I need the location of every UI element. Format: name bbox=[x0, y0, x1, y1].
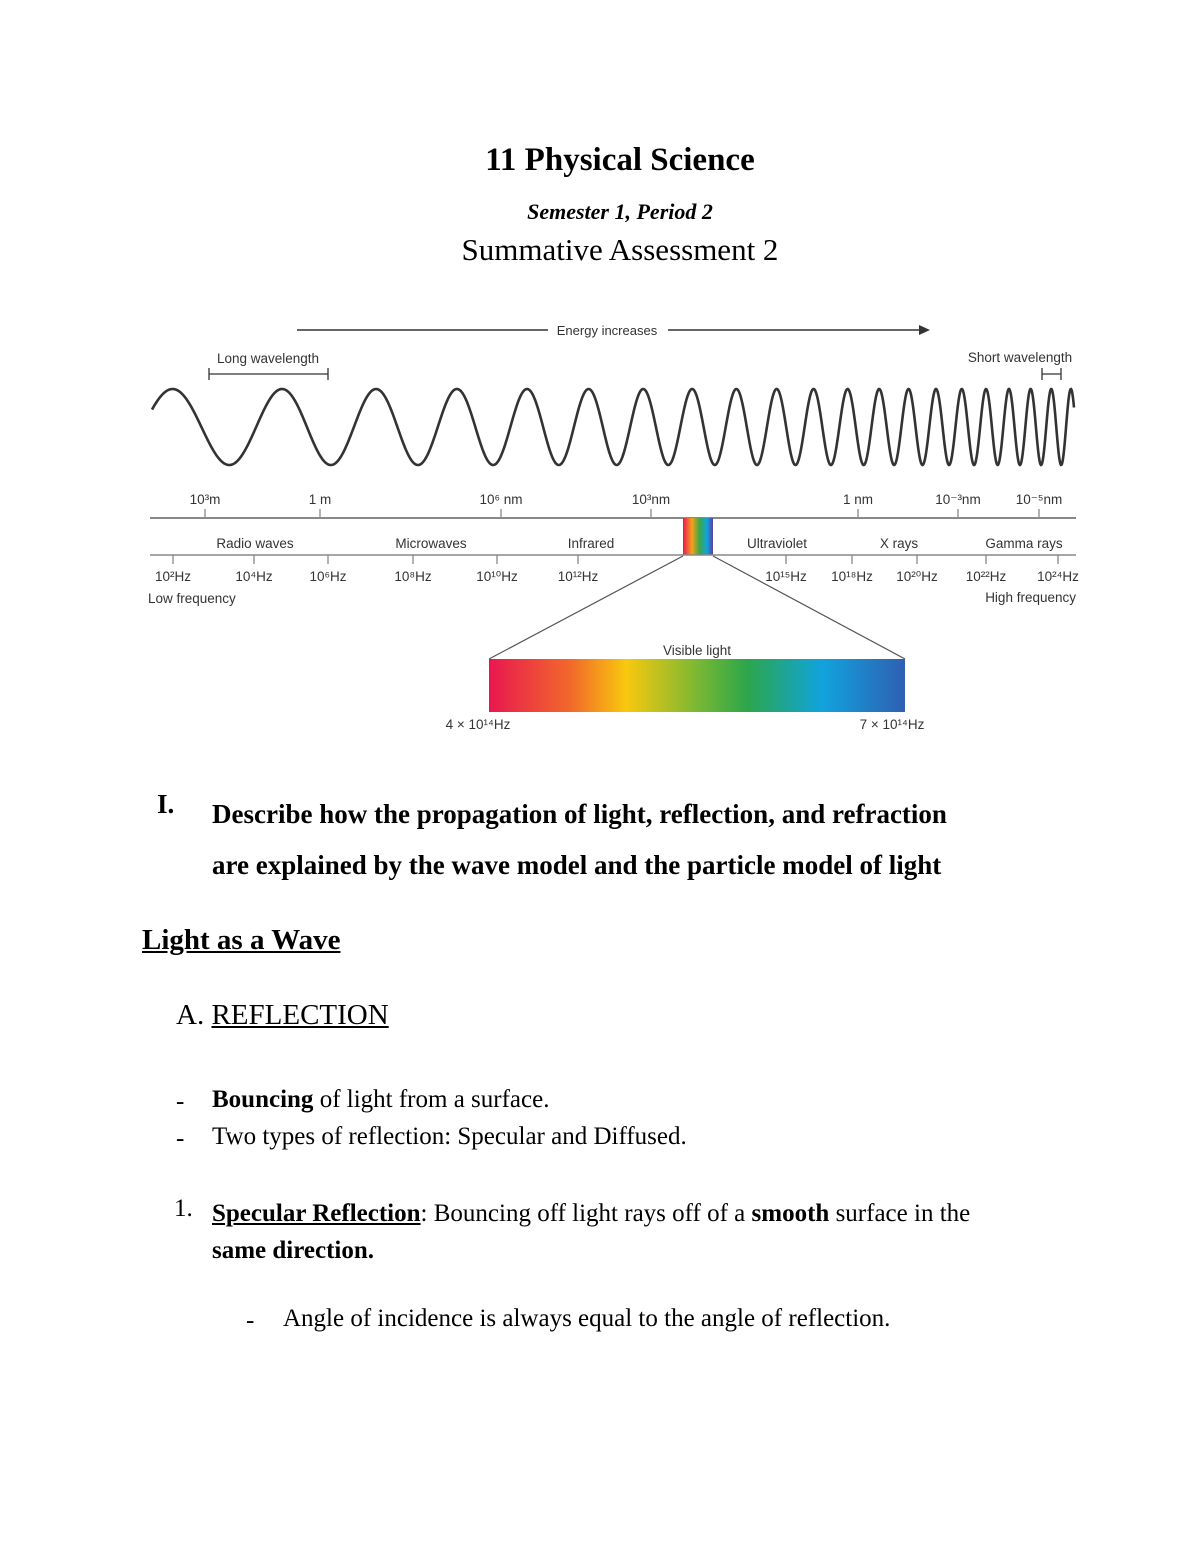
wave-curve bbox=[152, 389, 1074, 465]
item-1-bold-a: smooth bbox=[751, 1200, 830, 1227]
band-label: Ultraviolet bbox=[746, 536, 808, 551]
wavelength-tick-label: 1 m bbox=[308, 492, 332, 507]
wavelength-tick-label: 10³nm bbox=[631, 492, 671, 507]
visible-light-label: Visible light bbox=[662, 643, 732, 658]
band-label: X rays bbox=[879, 536, 919, 551]
energy-label: Energy increases bbox=[556, 323, 658, 338]
frequency-tick-label: 10⁴Hz bbox=[235, 569, 273, 584]
frequency-tick-label: 10²⁰Hz bbox=[896, 569, 938, 584]
visible-spectrum-bar bbox=[489, 659, 905, 712]
page-subtitle: Semester 1, Period 2 bbox=[527, 199, 713, 224]
frequency-tick-label: 10¹⁸Hz bbox=[831, 569, 873, 584]
frequency-ticks bbox=[155, 555, 1079, 584]
low-frequency-label: Low frequency bbox=[148, 591, 236, 606]
visible-high-frequency: 7 × 10¹⁴Hz bbox=[859, 717, 925, 732]
em-spectrum-figure bbox=[140, 315, 1085, 740]
assessment-title: Summative Assessment 2 bbox=[461, 232, 779, 267]
question-text bbox=[212, 789, 1072, 891]
wavelength-tick-label: 10³m bbox=[189, 492, 221, 507]
bullet-dash: - bbox=[176, 1125, 185, 1152]
bullet-1-text: of light from a surface. bbox=[313, 1086, 550, 1113]
band-labels bbox=[216, 536, 1063, 551]
visible-strip bbox=[683, 518, 713, 555]
band-label: Microwaves bbox=[395, 536, 467, 551]
frequency-tick-label: 10¹²Hz bbox=[557, 569, 599, 584]
item-1 bbox=[212, 1195, 1072, 1269]
long-wavelength-label: Long wavelength bbox=[216, 351, 320, 366]
item-1-text-b: surface in the bbox=[829, 1200, 971, 1227]
energy-arrow-head bbox=[919, 325, 930, 335]
bullet-dash: - bbox=[176, 1088, 185, 1115]
wavelength-tick-label: 10⁶ nm bbox=[479, 492, 523, 507]
bullet-1-bold: Bouncing bbox=[212, 1086, 314, 1113]
question-line-1: Describe how the propagation of light, reflection, and refraction bbox=[212, 799, 947, 829]
item-1-term: Specular Reflection bbox=[212, 1200, 421, 1227]
subsection-prefix: A. bbox=[176, 999, 205, 1031]
visible-low-frequency: 4 × 10¹⁴Hz bbox=[445, 717, 511, 732]
band-label: Radio waves bbox=[216, 536, 294, 551]
item-1-bold-b: same direction. bbox=[212, 1237, 375, 1264]
subsection-heading bbox=[176, 999, 389, 1032]
wavelength-tick-label: 10⁻³nm bbox=[935, 492, 981, 507]
question-number: I. bbox=[157, 789, 175, 819]
frequency-tick-label: 10¹⁵Hz bbox=[765, 569, 807, 584]
frequency-tick-label: 10⁸Hz bbox=[394, 569, 432, 584]
high-frequency-label: High frequency bbox=[985, 590, 1076, 605]
wavelength-tick-label: 10⁻⁵nm bbox=[1015, 492, 1063, 507]
zoom-line-right bbox=[713, 556, 905, 659]
band-label: Gamma rays bbox=[985, 536, 1063, 551]
bullet-2: Two types of reflection: Specular and Diffused. bbox=[212, 1123, 687, 1150]
section-heading: Light as a Wave bbox=[142, 924, 341, 956]
frequency-tick-label: 10⁶Hz bbox=[309, 569, 347, 584]
wavelength-ticks bbox=[190, 492, 1063, 518]
item-1-number: 1. bbox=[174, 1195, 193, 1222]
frequency-tick-label: 10²²Hz bbox=[965, 569, 1007, 584]
frequency-tick-label: 10¹⁰Hz bbox=[476, 569, 518, 584]
sub-bullet: Angle of incidence is always equal to the angle of reflection. bbox=[283, 1305, 891, 1332]
frequency-tick-label: 10²Hz bbox=[154, 569, 192, 584]
bullet-1 bbox=[212, 1086, 549, 1114]
page-title: 11 Physical Science bbox=[485, 142, 755, 178]
question-line-2: are explained by the wave model and the particle model of light bbox=[212, 850, 942, 880]
frequency-tick-label: 10²⁴Hz bbox=[1037, 569, 1079, 584]
short-wavelength-label: Short wavelength bbox=[967, 350, 1073, 365]
wavelength-tick-label: 1 nm bbox=[842, 492, 874, 507]
sub-bullet-dash: - bbox=[246, 1307, 255, 1334]
item-1-text-a: : Bouncing off light rays off of a bbox=[420, 1200, 752, 1227]
band-label: Infrared bbox=[567, 536, 615, 551]
subsection-title: REFLECTION bbox=[211, 999, 389, 1031]
